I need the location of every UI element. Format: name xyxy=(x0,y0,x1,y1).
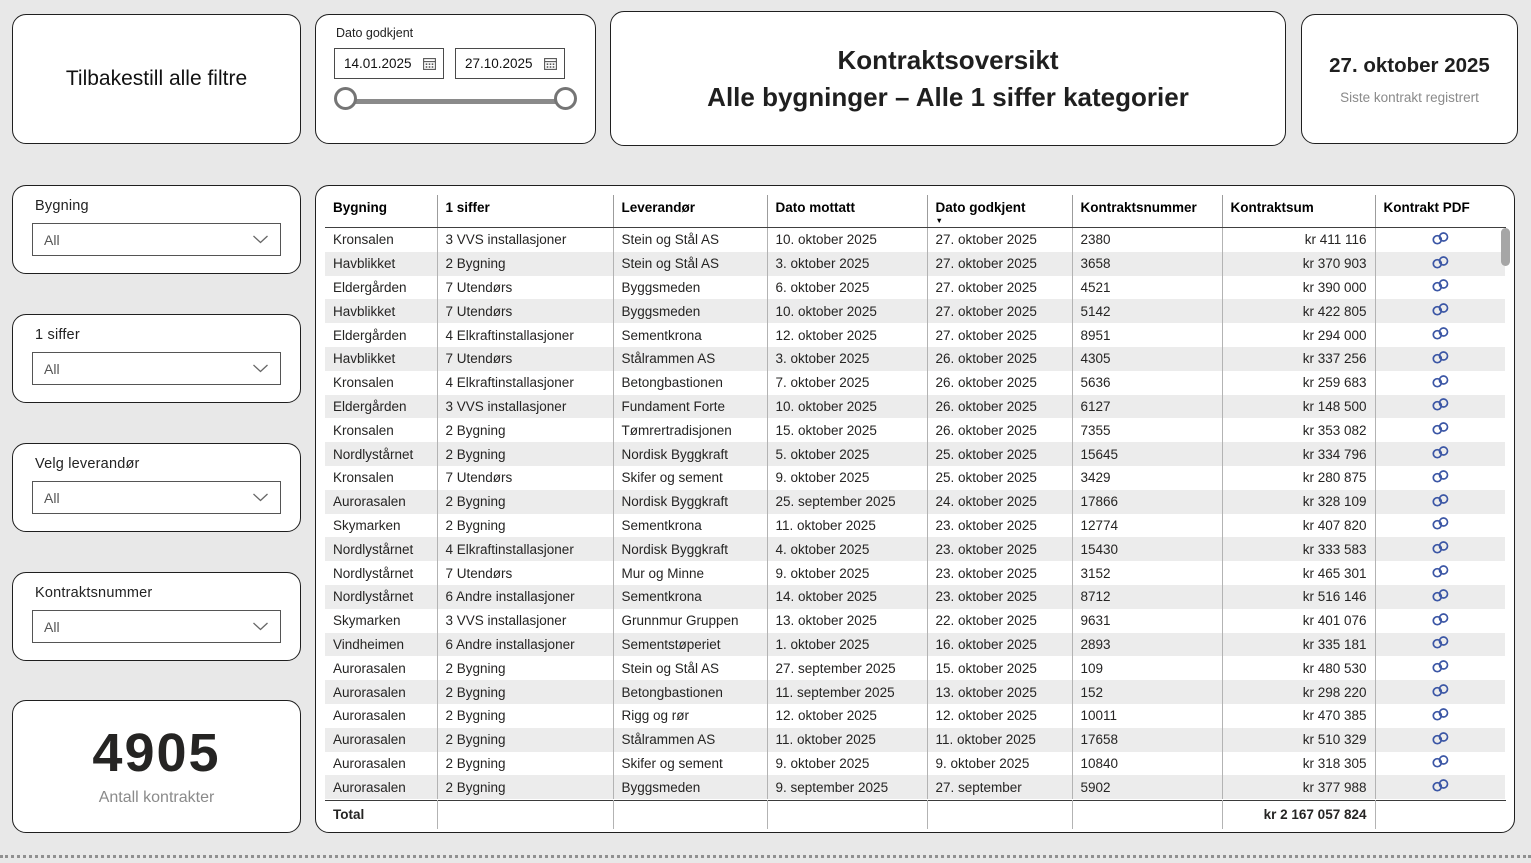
cell-kontraktsum: kr 335 181 xyxy=(1222,633,1375,657)
cell-kontraktsnummer: 4521 xyxy=(1072,276,1222,300)
contracts-table-total xyxy=(325,800,1506,829)
table-row xyxy=(325,585,1505,609)
cell-kontraktsum: kr 422 805 xyxy=(1222,299,1375,323)
cell-leverand-r: Tømrertradisjonen xyxy=(613,418,767,442)
cell-leverand-r: Betongbastionen xyxy=(613,371,767,395)
contract-pdf-link-icon[interactable] xyxy=(1431,256,1450,269)
column-header-dato-godkjent[interactable]: Dato godkjent ▼ xyxy=(927,195,1072,228)
cell-dato-mottatt: 14. oktober 2025 xyxy=(767,585,927,609)
cell-dato-mottatt: 3. oktober 2025 xyxy=(767,252,927,276)
cell-1-siffer: 7 Utendørs xyxy=(437,561,613,585)
cell-kontraktsnummer: 5902 xyxy=(1072,775,1222,799)
cell-1-siffer: 3 VVS installasjoner xyxy=(437,228,613,252)
cell-kontraktsnummer: 15645 xyxy=(1072,442,1222,466)
date-slicer-card xyxy=(315,14,596,144)
cell-dato-godkjent: 22. oktober 2025 xyxy=(927,609,1072,633)
cell-dato-godkjent: 26. oktober 2025 xyxy=(927,347,1072,371)
contract-pdf-link-icon[interactable] xyxy=(1431,589,1450,602)
table-row xyxy=(325,704,1505,728)
filter-card-kontraktsnummer xyxy=(12,572,301,661)
chevron-down-icon xyxy=(252,235,269,244)
cell-kontraktsum: kr 370 903 xyxy=(1222,252,1375,276)
contract-pdf-link-icon[interactable] xyxy=(1431,779,1450,792)
cell-dato-godkjent: 23. oktober 2025 xyxy=(927,561,1072,585)
cell-1-siffer: 2 Bygning xyxy=(437,490,613,514)
table-row xyxy=(325,299,1505,323)
cell-1-siffer: 2 Bygning xyxy=(437,775,613,799)
reset-filters-button[interactable] xyxy=(12,14,301,144)
cell-kontraktsum: kr 294 000 xyxy=(1222,323,1375,347)
cell-1-siffer: 2 Bygning xyxy=(437,752,613,776)
cell-dato-godkjent: 23. oktober 2025 xyxy=(927,514,1072,538)
cell-dato-godkjent: 25. oktober 2025 xyxy=(927,442,1072,466)
cell-dato-mottatt: 6. oktober 2025 xyxy=(767,276,927,300)
cell-kontraktsnummer: 8951 xyxy=(1072,323,1222,347)
cell-1-siffer: 7 Utendørs xyxy=(437,299,613,323)
cell-dato-godkjent: 23. oktober 2025 xyxy=(927,537,1072,561)
slider-track[interactable] xyxy=(347,99,564,104)
cell-kontraktsnummer: 5636 xyxy=(1072,371,1222,395)
cell-leverand-r: Sementstøperiet xyxy=(613,633,767,657)
report-subtitle: Alle bygninger – Alle 1 siffer kategorier xyxy=(707,81,1189,112)
calendar-icon xyxy=(423,57,436,70)
cell-kontraktsum: kr 337 256 xyxy=(1222,347,1375,371)
contract-pdf-link-icon[interactable] xyxy=(1431,279,1450,292)
total-kontraktsum: kr 2 167 057 824 xyxy=(1222,801,1375,829)
filter-dropdown-1-siffer[interactable] xyxy=(32,352,281,385)
table-row xyxy=(325,466,1505,490)
cell-leverand-r: Nordisk Byggkraft xyxy=(613,537,767,561)
cell-dato-mottatt: 27. september 2025 xyxy=(767,656,927,680)
cell-leverand-r: Stålrammen AS xyxy=(613,728,767,752)
cell-kontraktsum: kr 465 301 xyxy=(1222,561,1375,585)
cell-leverand-r: Stein og Stål AS xyxy=(613,656,767,680)
cell-kontraktsnummer: 17866 xyxy=(1072,490,1222,514)
cell-kontraktsnummer: 3152 xyxy=(1072,561,1222,585)
table-row xyxy=(325,252,1505,276)
contract-pdf-link-icon[interactable] xyxy=(1431,708,1450,721)
column-header-kontrakt-pdf[interactable]: Kontrakt PDF xyxy=(1375,195,1506,228)
calendar-icon xyxy=(544,57,557,70)
cell-dato-godkjent: 27. oktober 2025 xyxy=(927,323,1072,347)
cell-leverand-r: Byggsmeden xyxy=(613,276,767,300)
cell-bygning: Skymarken xyxy=(333,613,401,629)
cell-1-siffer: 4 Elkraftinstallasjoner xyxy=(437,371,613,395)
dropdown-value: All xyxy=(44,618,60,635)
contracts-table-body xyxy=(325,228,1505,800)
table-row xyxy=(325,609,1505,633)
cell-kontraktsum: kr 318 305 xyxy=(1222,752,1375,776)
cell-leverand-r: Mur og Minne xyxy=(613,561,767,585)
cell-dato-mottatt: 13. oktober 2025 xyxy=(767,609,927,633)
cell-dato-godkjent: 25. oktober 2025 xyxy=(927,466,1072,490)
cell-1-siffer: 3 VVS installasjoner xyxy=(437,609,613,633)
cell-kontraktsum: kr 148 500 xyxy=(1222,395,1375,419)
cell-dato-godkjent: 27. september xyxy=(927,775,1072,799)
cell-dato-godkjent: 9. oktober 2025 xyxy=(927,752,1072,776)
cell-dato-mottatt: 9. september 2025 xyxy=(767,775,927,799)
bottom-dotted-divider xyxy=(0,855,1531,858)
dropdown-value: All xyxy=(44,231,60,248)
contract-pdf-link-icon[interactable] xyxy=(1431,351,1450,364)
cell-leverand-r: Stein og Stål AS xyxy=(613,252,767,276)
date-start-input[interactable] xyxy=(334,48,444,79)
cell-dato-mottatt: 11. september 2025 xyxy=(767,680,927,704)
cell-bygning: Havblikket xyxy=(333,303,396,319)
contract-pdf-link-icon[interactable] xyxy=(1431,565,1450,578)
cell-1-siffer: 2 Bygning xyxy=(437,704,613,728)
cell-dato-mottatt: 1. oktober 2025 xyxy=(767,633,927,657)
cell-dato-godkjent: 13. oktober 2025 xyxy=(927,680,1072,704)
cell-kontraktsnummer: 2893 xyxy=(1072,633,1222,657)
filter-card-bygning xyxy=(12,185,301,274)
cell-kontraktsnummer: 7355 xyxy=(1072,418,1222,442)
cell-leverand-r: Sementkrona xyxy=(613,323,767,347)
cell-kontraktsnummer: 152 xyxy=(1072,680,1222,704)
filter-card-leverandor xyxy=(12,443,301,532)
cell-dato-mottatt: 10. oktober 2025 xyxy=(767,395,927,419)
cell-leverand-r: Betongbastionen xyxy=(613,680,767,704)
cell-bygning: Eldergården xyxy=(333,327,407,343)
table-row xyxy=(325,395,1505,419)
cell-1-siffer: 7 Utendørs xyxy=(437,276,613,300)
cell-kontraktsnummer: 6127 xyxy=(1072,395,1222,419)
cell-kontraktsnummer: 5142 xyxy=(1072,299,1222,323)
cell-kontraktsum: kr 401 076 xyxy=(1222,609,1375,633)
cell-leverand-r: Nordisk Byggkraft xyxy=(613,442,767,466)
cell-kontraktsum: kr 411 116 xyxy=(1222,228,1375,252)
contracts-table-header xyxy=(325,195,1506,228)
cell-bygning: Aurorasalen xyxy=(333,755,406,771)
cell-dato-godkjent: 27. oktober 2025 xyxy=(927,228,1072,252)
cell-leverand-r: Grunnmur Gruppen xyxy=(613,609,767,633)
cell-1-siffer: 2 Bygning xyxy=(437,418,613,442)
cell-bygning: Aurorasalen xyxy=(333,708,406,724)
kpi-card-contract-count xyxy=(12,700,301,833)
cell-dato-mottatt: 3. oktober 2025 xyxy=(767,347,927,371)
cell-kontraktsnummer: 10011 xyxy=(1072,704,1222,728)
table-row xyxy=(325,537,1505,561)
cell-leverand-r: Sementkrona xyxy=(613,585,767,609)
cell-1-siffer: 3 VVS installasjoner xyxy=(437,395,613,419)
contract-pdf-link-icon[interactable] xyxy=(1431,517,1450,530)
column-header-kontraktsum[interactable]: Kontraktsum xyxy=(1222,195,1375,228)
slider-handle-start[interactable] xyxy=(334,87,357,110)
cell-bygning: Eldergården xyxy=(333,398,407,414)
cell-kontraktsnummer: 2380 xyxy=(1072,228,1222,252)
chevron-down-icon xyxy=(252,622,269,631)
cell-dato-godkjent: 15. oktober 2025 xyxy=(927,656,1072,680)
cell-bygning: Kronsalen xyxy=(333,375,394,391)
last-contract-caption: Siste kontrakt registrert xyxy=(1340,89,1479,105)
cell-dato-mottatt: 7. oktober 2025 xyxy=(767,371,927,395)
filter-dropdown-kontraktsnummer[interactable] xyxy=(32,610,281,643)
contracts-table-card xyxy=(315,185,1515,833)
contract-pdf-link-icon[interactable] xyxy=(1431,636,1450,649)
contract-pdf-link-icon[interactable] xyxy=(1431,732,1450,745)
contract-pdf-link-icon[interactable] xyxy=(1431,494,1450,507)
table-row xyxy=(325,680,1505,704)
filter-label-1-siffer: 1 siffer xyxy=(35,327,80,343)
date-slicer-label: Dato godkjent xyxy=(336,26,414,40)
cell-1-siffer: 4 Elkraftinstallasjoner xyxy=(437,323,613,347)
cell-bygning: Kronsalen xyxy=(333,422,394,438)
contract-pdf-link-icon[interactable] xyxy=(1431,446,1450,459)
last-contract-card xyxy=(1301,14,1518,144)
cell-kontraktsnummer: 9631 xyxy=(1072,609,1222,633)
contract-pdf-link-icon[interactable] xyxy=(1431,398,1450,411)
table-row xyxy=(325,347,1505,371)
cell-1-siffer: 2 Bygning xyxy=(437,728,613,752)
filter-card-1-siffer xyxy=(12,314,301,403)
contract-pdf-link-icon[interactable] xyxy=(1431,541,1450,554)
table-row xyxy=(325,633,1505,657)
cell-bygning: Vindheimen xyxy=(333,636,405,652)
cell-dato-mottatt: 11. oktober 2025 xyxy=(767,728,927,752)
cell-1-siffer: 2 Bygning xyxy=(437,514,613,538)
cell-bygning: Aurorasalen xyxy=(333,732,406,748)
table-row xyxy=(325,775,1505,799)
cell-kontraktsum: kr 377 988 xyxy=(1222,775,1375,799)
cell-bygning: Aurorasalen xyxy=(333,660,406,676)
cell-dato-godkjent: 27. oktober 2025 xyxy=(927,252,1072,276)
cell-kontraktsum: kr 407 820 xyxy=(1222,514,1375,538)
cell-kontraktsum: kr 470 385 xyxy=(1222,704,1375,728)
cell-dato-godkjent: 12. oktober 2025 xyxy=(927,704,1072,728)
cell-leverand-r: Byggsmeden xyxy=(613,299,767,323)
table-row xyxy=(325,490,1505,514)
table-row xyxy=(325,371,1505,395)
report-title-card xyxy=(610,11,1286,146)
contract-pdf-link-icon[interactable] xyxy=(1431,660,1450,673)
total-row xyxy=(325,801,1506,829)
table-row xyxy=(325,728,1505,752)
column-header-leverand-r[interactable]: Leverandør xyxy=(613,195,767,228)
cell-kontraktsnummer: 15430 xyxy=(1072,537,1222,561)
cell-dato-godkjent: 26. oktober 2025 xyxy=(927,371,1072,395)
table-scrollbar-thumb[interactable] xyxy=(1501,228,1510,266)
filter-label-bygning: Bygning xyxy=(35,198,89,214)
cell-kontraktsum: kr 280 875 xyxy=(1222,466,1375,490)
cell-dato-mottatt: 12. oktober 2025 xyxy=(767,323,927,347)
cell-1-siffer: 6 Andre installasjoner xyxy=(437,633,613,657)
cell-bygning: Nordlystårnet xyxy=(333,446,414,462)
contract-pdf-link-icon[interactable] xyxy=(1431,470,1450,483)
cell-dato-mottatt: 9. oktober 2025 xyxy=(767,752,927,776)
cell-kontraktsum: kr 298 220 xyxy=(1222,680,1375,704)
cell-dato-mottatt: 15. oktober 2025 xyxy=(767,418,927,442)
cell-kontraktsnummer: 12774 xyxy=(1072,514,1222,538)
cell-kontraktsnummer: 109 xyxy=(1072,656,1222,680)
contract-pdf-link-icon[interactable] xyxy=(1431,422,1450,435)
cell-leverand-r: Fundament Forte xyxy=(613,395,767,419)
table-row xyxy=(325,228,1505,252)
cell-kontraktsum: kr 259 683 xyxy=(1222,371,1375,395)
cell-leverand-r: Sementkrona xyxy=(613,514,767,538)
cell-dato-godkjent: 16. oktober 2025 xyxy=(927,633,1072,657)
cell-bygning: Aurorasalen xyxy=(333,779,406,795)
cell-dato-mottatt: 9. oktober 2025 xyxy=(767,561,927,585)
filter-dropdown-bygning[interactable] xyxy=(32,223,281,256)
filter-dropdown-leverandor[interactable] xyxy=(32,481,281,514)
table-row xyxy=(325,656,1505,680)
cell-bygning: Aurorasalen xyxy=(333,684,406,700)
cell-dato-godkjent: 24. oktober 2025 xyxy=(927,490,1072,514)
cell-1-siffer: 2 Bygning xyxy=(437,680,613,704)
cell-leverand-r: Stålrammen AS xyxy=(613,347,767,371)
cell-dato-mottatt: 12. oktober 2025 xyxy=(767,704,927,728)
contract-pdf-link-icon[interactable] xyxy=(1431,375,1450,388)
cell-bygning: Havblikket xyxy=(333,351,396,367)
cell-bygning: Kronsalen xyxy=(333,470,394,486)
column-header-bygning[interactable]: Bygning xyxy=(325,195,437,228)
cell-kontraktsum: kr 333 583 xyxy=(1222,537,1375,561)
cell-dato-godkjent: 27. oktober 2025 xyxy=(927,276,1072,300)
cell-kontraktsum: kr 480 530 xyxy=(1222,656,1375,680)
cell-kontraktsnummer: 8712 xyxy=(1072,585,1222,609)
cell-bygning: Nordlystårnet xyxy=(333,589,414,605)
kpi-value: 4905 xyxy=(92,723,221,783)
cell-1-siffer: 4 Elkraftinstallasjoner xyxy=(437,537,613,561)
contract-pdf-link-icon[interactable] xyxy=(1431,755,1450,768)
table-row xyxy=(325,276,1505,300)
contract-pdf-link-icon[interactable] xyxy=(1431,303,1450,316)
cell-leverand-r: Nordisk Byggkraft xyxy=(613,490,767,514)
table-row xyxy=(325,514,1505,538)
contract-pdf-link-icon[interactable] xyxy=(1431,232,1450,245)
cell-dato-godkjent: 26. oktober 2025 xyxy=(927,395,1072,419)
cell-bygning: Havblikket xyxy=(333,256,396,272)
cell-1-siffer: 7 Utendørs xyxy=(437,347,613,371)
last-contract-date: 27. oktober 2025 xyxy=(1329,53,1490,77)
contract-pdf-link-icon[interactable] xyxy=(1431,684,1450,697)
reset-filters-label: Tilbakestill alle filtre xyxy=(65,67,248,90)
cell-bygning: Eldergården xyxy=(333,279,407,295)
cell-leverand-r: Stein og Stål AS xyxy=(613,228,767,252)
sort-desc-icon: ▼ xyxy=(935,216,943,225)
column-header-kontraktsnummer[interactable]: Kontraktsnummer xyxy=(1072,195,1222,228)
cell-bygning: Skymarken xyxy=(333,517,401,533)
cell-dato-mottatt: 5. oktober 2025 xyxy=(767,442,927,466)
filter-label-kontraktsnummer: Kontraktsnummer xyxy=(35,585,153,601)
table-row xyxy=(325,418,1505,442)
date-end-value: 27.10.2025 xyxy=(465,56,533,71)
date-range-slider[interactable] xyxy=(334,87,577,121)
cell-kontraktsnummer: 4305 xyxy=(1072,347,1222,371)
table-row xyxy=(325,323,1505,347)
column-header-1-siffer[interactable]: 1 siffer xyxy=(437,195,613,228)
cell-leverand-r: Rigg og rør xyxy=(613,704,767,728)
cell-bygning: Kronsalen xyxy=(333,232,394,248)
cell-bygning: Aurorasalen xyxy=(333,494,406,510)
cell-dato-godkjent: 27. oktober 2025 xyxy=(927,299,1072,323)
column-header-dato-mottatt[interactable]: Dato mottatt xyxy=(767,195,927,228)
date-start-value: 14.01.2025 xyxy=(344,56,412,71)
cell-kontraktsnummer: 10840 xyxy=(1072,752,1222,776)
cell-dato-mottatt: 11. oktober 2025 xyxy=(767,514,927,538)
slider-handle-end[interactable] xyxy=(554,87,577,110)
table-row xyxy=(325,561,1505,585)
date-slicer-inputs xyxy=(334,48,578,79)
cell-1-siffer: 2 Bygning xyxy=(437,252,613,276)
cell-dato-mottatt: 10. oktober 2025 xyxy=(767,299,927,323)
table-row xyxy=(325,442,1505,466)
cell-1-siffer: 2 Bygning xyxy=(437,656,613,680)
cell-dato-godkjent: 23. oktober 2025 xyxy=(927,585,1072,609)
cell-leverand-r: Skifer og sement xyxy=(613,466,767,490)
cell-kontraktsnummer: 3429 xyxy=(1072,466,1222,490)
cell-1-siffer: 6 Andre installasjoner xyxy=(437,585,613,609)
cell-kontraktsum: kr 390 000 xyxy=(1222,276,1375,300)
report-title: Kontraktsoversikt xyxy=(837,44,1059,75)
cell-kontraktsum: kr 516 146 xyxy=(1222,585,1375,609)
cell-dato-godkjent: 11. oktober 2025 xyxy=(927,728,1072,752)
cell-leverand-r: Byggsmeden xyxy=(613,775,767,799)
total-label: Total xyxy=(333,807,365,823)
cell-kontraktsum: kr 334 796 xyxy=(1222,442,1375,466)
cell-kontraktsnummer: 3658 xyxy=(1072,252,1222,276)
contract-pdf-link-icon[interactable] xyxy=(1431,327,1450,340)
cell-dato-mottatt: 9. oktober 2025 xyxy=(767,466,927,490)
dropdown-value: All xyxy=(44,360,60,377)
cell-dato-mottatt: 25. september 2025 xyxy=(767,490,927,514)
cell-leverand-r: Skifer og sement xyxy=(613,752,767,776)
cell-kontraktsum: kr 328 109 xyxy=(1222,490,1375,514)
cell-bygning: Nordlystårnet xyxy=(333,565,414,581)
chevron-down-icon xyxy=(252,364,269,373)
cell-1-siffer: 2 Bygning xyxy=(437,442,613,466)
cell-1-siffer: 7 Utendørs xyxy=(437,466,613,490)
date-end-input[interactable] xyxy=(455,48,565,79)
table-row xyxy=(325,752,1505,776)
filter-label-leverandor: Velg leverandør xyxy=(35,456,140,472)
cell-kontraktsnummer: 17658 xyxy=(1072,728,1222,752)
cell-dato-mottatt: 10. oktober 2025 xyxy=(767,228,927,252)
cell-bygning: Nordlystårnet xyxy=(333,541,414,557)
dropdown-value: All xyxy=(44,489,60,506)
chevron-down-icon xyxy=(252,493,269,502)
cell-kontraktsum: kr 353 082 xyxy=(1222,418,1375,442)
cell-dato-godkjent: 26. oktober 2025 xyxy=(927,418,1072,442)
cell-dato-mottatt: 4. oktober 2025 xyxy=(767,537,927,561)
contract-pdf-link-icon[interactable] xyxy=(1431,613,1450,626)
kpi-label: Antall kontrakter xyxy=(98,789,215,806)
cell-kontraktsum: kr 510 329 xyxy=(1222,728,1375,752)
